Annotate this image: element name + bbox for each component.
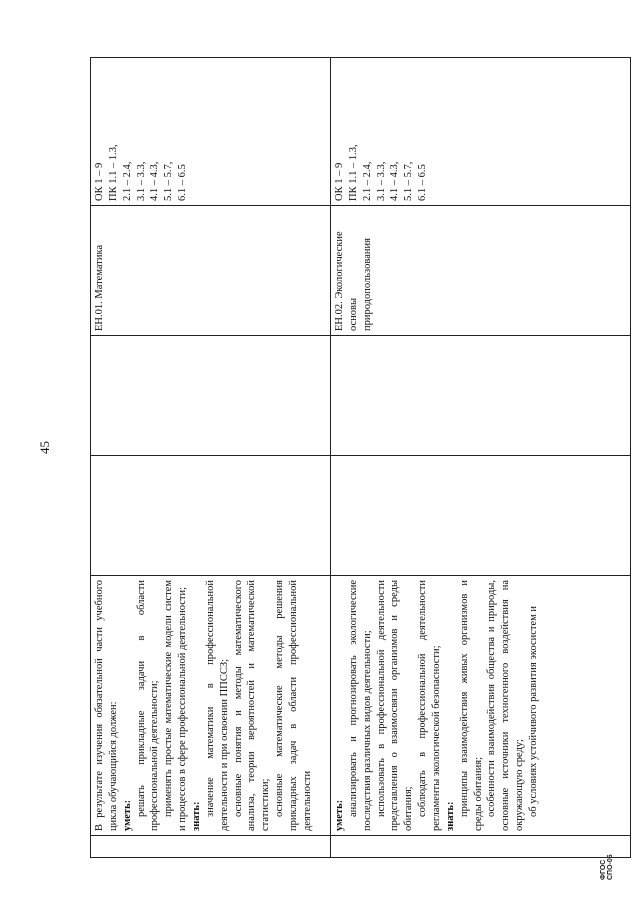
page-number: 45	[37, 441, 52, 454]
discipline-cell: ЕН.01. Математика	[91, 206, 331, 336]
competency-code: 5.1 – 5.7,	[403, 161, 415, 201]
section-label: знать:	[191, 801, 203, 831]
competency-code: ПК 1.1 – 1.3,	[347, 144, 359, 201]
section-label: уметь:	[121, 799, 133, 831]
table-row	[331, 58, 631, 858]
requirement-text: использовать в профессиональной деятельности представления о взаимосвязи организмов и среды обитания;	[375, 580, 415, 831]
requirement-text: решать прикладные задачи в области профессиональной деятельности;	[135, 580, 161, 831]
empty-cell	[91, 336, 331, 456]
requirement-text: об условиях устойчивого развития экосистем и	[528, 605, 540, 817]
section-label: знать:	[444, 801, 456, 831]
competency-code: 6.1 – 6.5	[177, 164, 189, 201]
competency-code: 4.1 – 4.3,	[389, 161, 401, 201]
competency-code: ОК 1 – 9	[334, 162, 345, 201]
knowledge-cell	[91, 576, 331, 836]
competency-code: ОК 1 – 9	[94, 162, 105, 201]
table-row	[91, 58, 331, 858]
requirement-text: основные математические методы решения прикладных задач в области профессиональной деятельности	[274, 580, 313, 831]
knowledge-cell	[331, 576, 631, 836]
competency-code: 4.1 – 4.3,	[149, 161, 161, 201]
footer-standard-code: ФГОС СПО-06	[600, 854, 614, 880]
empty-cell	[331, 336, 631, 456]
competencies-cell	[331, 58, 631, 206]
curriculum-table	[90, 57, 631, 858]
requirement-text: основные понятия и методы математического анализа, теории вероятностей и математической статистики;	[232, 580, 272, 831]
requirement-text: В результате изучения обязательной части учебного цикла обучающийся должен:	[94, 580, 119, 831]
competency-code: ПК 1.1 – 1.3,	[107, 144, 119, 201]
requirement-text: анализировать и прогнозировать экологические последствия различных видов деятельности;	[347, 580, 373, 831]
empty-cell	[331, 456, 631, 576]
competency-code: 5.1 – 5.7,	[163, 161, 175, 201]
competency-code: 3.1 – 3.3,	[375, 161, 387, 201]
empty-cell	[91, 456, 331, 576]
requirement-text: принципы взаимодействия живых организмов и среды обитания;	[458, 580, 484, 831]
requirement-text: применять простые математические модели систем и процессов в сфере профессиональной деятельности;	[163, 580, 189, 831]
competency-code: 3.1 – 3.3,	[135, 161, 147, 201]
requirement-text: значение математики в профессиональной деятельности и при освоении ППССЗ;	[204, 580, 230, 831]
competencies-cell	[91, 58, 331, 206]
competency-code: 2.1 – 2.4,	[121, 161, 133, 201]
requirement-text: соблюдать в профессиональной деятельности регламенты экологической безопасности;	[417, 580, 443, 831]
competency-code: 2.1 – 2.4,	[361, 161, 373, 201]
index-cell	[91, 836, 331, 858]
competency-code: 6.1 – 6.5	[417, 164, 429, 201]
section-label: уметь:	[334, 799, 345, 831]
requirement-text: особенности взаимодействия общества и природы, основные источники техногенного воздействия на окружающую среду;	[486, 580, 526, 831]
discipline-cell: ЕН.02. Экологические основы природопользования	[331, 206, 631, 336]
index-cell	[331, 836, 631, 858]
